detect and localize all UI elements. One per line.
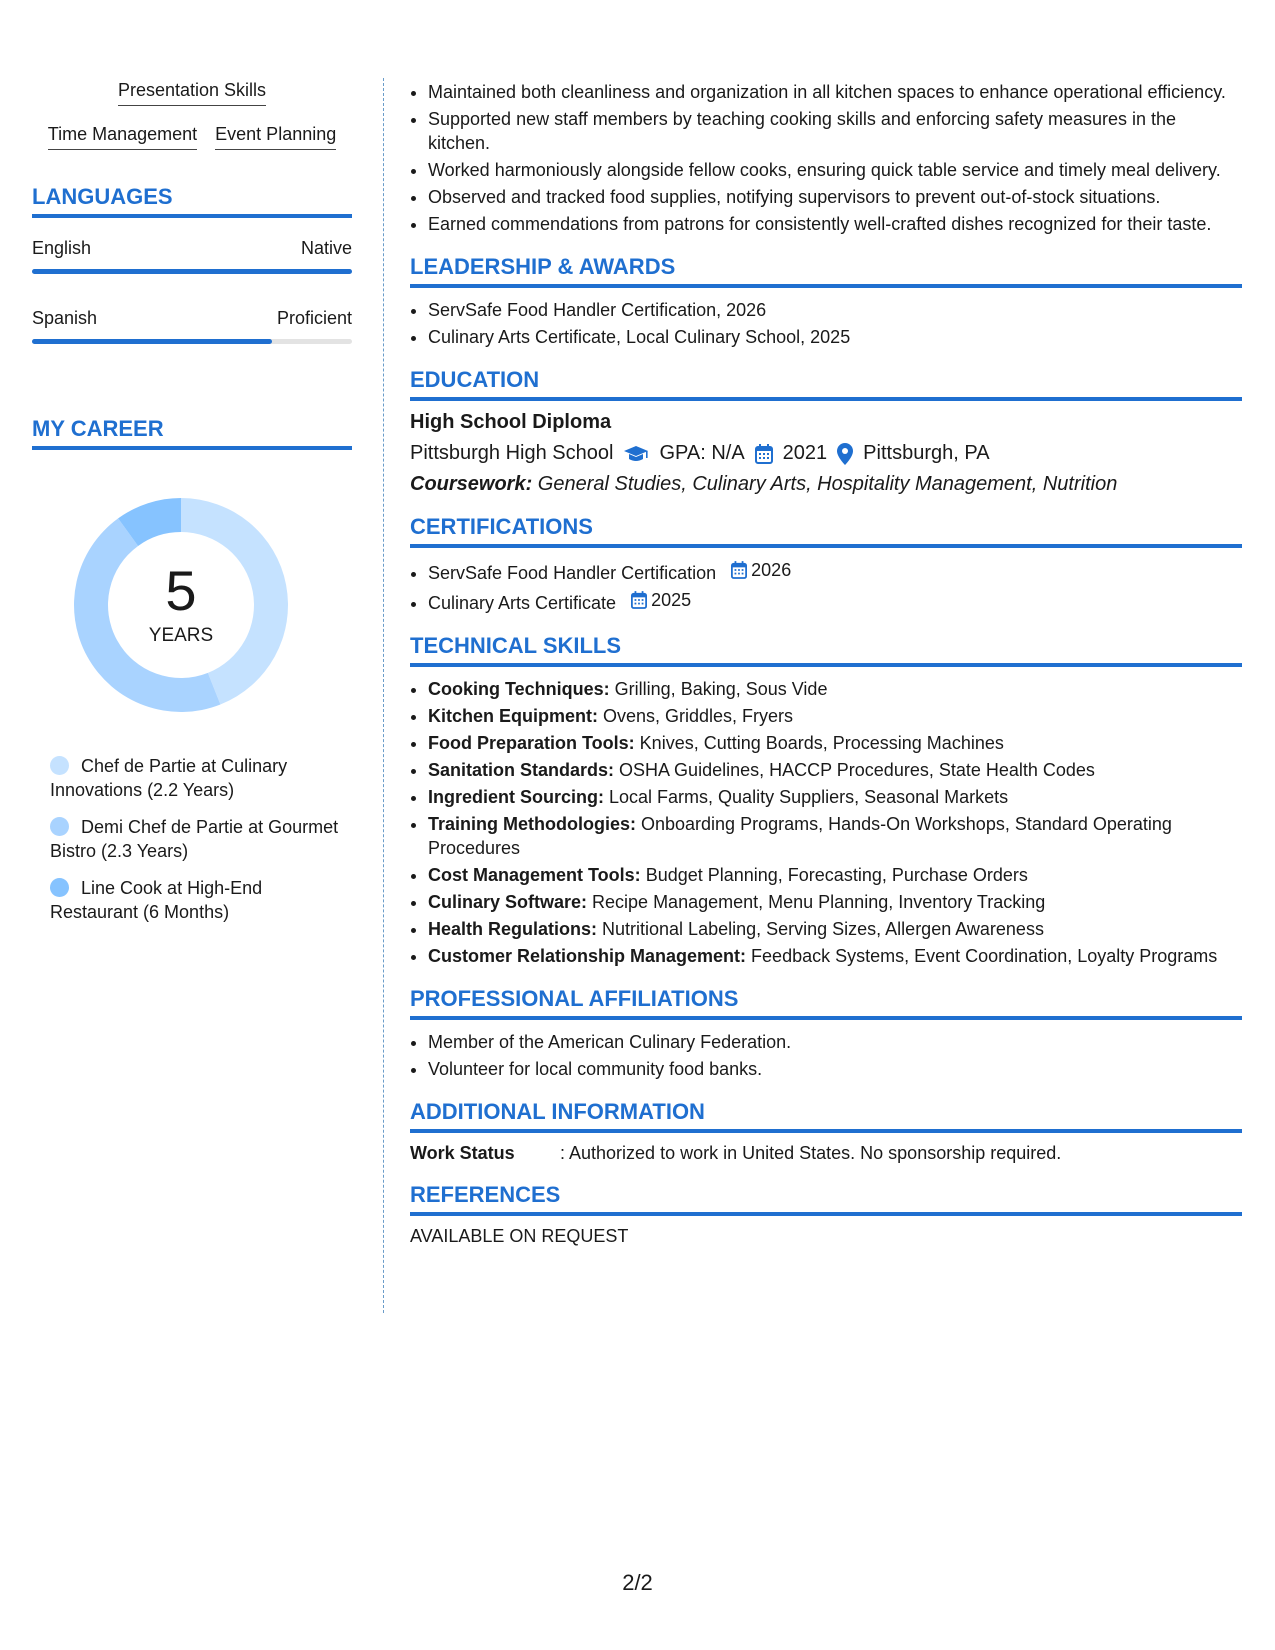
language-bar-fill (32, 339, 272, 344)
page-number: 2/2 (622, 1570, 653, 1595)
left-column (32, 80, 352, 937)
work-status-value: : Authorized to work in United States. No sponsorship required. (560, 1143, 1062, 1163)
education-school: Pittsburgh High School (410, 442, 614, 464)
affiliation-item: • Volunteer for local community food banks. (428, 1057, 1242, 1081)
skill-tag: Event Planning (215, 124, 336, 150)
certification-name: ServSafe Food Handler Certification (428, 563, 717, 583)
technical-skill-label: Health Regulations: (428, 919, 598, 939)
legend-dot (50, 878, 69, 897)
certification-date (631, 588, 691, 612)
technical-skill-item (428, 677, 1242, 701)
education-title: EDUCATION (410, 367, 1242, 401)
technical-skills-list (410, 677, 1242, 968)
technical-skill-label: Training Methodologies: (428, 814, 636, 834)
legend-item (50, 754, 352, 802)
career-title: MY CAREER (32, 416, 352, 450)
technical-skill-value: Grilling, Baking, Sous Vide (609, 679, 828, 699)
technical-skill-value: OSHA Guidelines, HACCP Procedures, State Health Codes (614, 760, 1095, 780)
affiliations-title: PROFESSIONAL AFFILIATIONS (410, 986, 1242, 1020)
technical-skill-item (428, 890, 1242, 914)
technical-skill-value: Feedback Systems, Event Coordination, Loyalty Programs (746, 946, 1218, 966)
technical-skill-item (428, 812, 1242, 860)
legend-label: Chef de Partie at Culinary Innovations (2.2 Years) (50, 756, 288, 800)
affiliation-item: • Member of the American Culinary Federation. (428, 1030, 1242, 1054)
legend-label: Demi Chef de Partie at Gourmet Bistro (2.3 Years) (50, 817, 339, 861)
graduation-cap-icon (623, 445, 649, 463)
experience-bullet: • Observed and tracked food supplies, notifying supervisors to prevent out-of-stock situations. (428, 185, 1242, 209)
technical-skills-title: TECHNICAL SKILLS (410, 633, 1242, 667)
certification-item (428, 558, 1242, 585)
skill-row (32, 80, 352, 106)
education-gpa: GPA: N/A (659, 442, 745, 464)
experience-bullet: • Worked harmoniously alongside fellow cooks, ensuring quick table service and timely meal delivery. (428, 158, 1242, 182)
technical-skill-label: Food Preparation Tools: (428, 733, 635, 753)
technical-skill-value: Onboarding Programs, Hands-On Workshops, Standard Operating Procedures (428, 814, 1172, 858)
skill-tag: Presentation Skills (118, 80, 266, 106)
leadership-item: • ServSafe Food Handler Certification, 2026 (428, 298, 1242, 322)
technical-skill-value: Budget Planning, Forecasting, Purchase Orders (640, 865, 1028, 885)
leadership-title: LEADERSHIP & AWARDS (410, 254, 1242, 288)
career-total-years: 5 (165, 559, 197, 622)
references-text: AVAILABLE ON REQUEST (410, 1226, 629, 1246)
certification-name: Culinary Arts Certificate (428, 593, 617, 613)
certification-year: 2026 (751, 560, 792, 580)
leadership-list (410, 298, 1242, 349)
calendar-icon (755, 444, 773, 464)
legend-item (50, 876, 352, 924)
experience-bullets (410, 80, 1242, 236)
right-column (410, 80, 1242, 1247)
legend-dot (50, 756, 69, 775)
technical-skill-label: Ingredient Sourcing: (428, 787, 605, 807)
technical-skill-item (428, 704, 1242, 728)
technical-skill-value: Local Farms, Quality Suppliers, Seasonal Markets (604, 787, 1009, 807)
technical-skill-value: Knives, Cutting Boards, Processing Machines (634, 733, 1004, 753)
language-bar-track (32, 339, 352, 344)
certifications-title: CERTIFICATIONS (410, 514, 1242, 548)
education-degree: High School Diploma (410, 411, 612, 433)
education-coursework (410, 473, 1242, 496)
language-bar-fill (32, 269, 352, 274)
legend-label: Line Cook at High-End Restaurant (6 Months) (50, 878, 263, 922)
technical-skill-value: Recipe Management, Menu Planning, Inventory Tracking (587, 892, 1046, 912)
legend-dot (50, 817, 69, 836)
education-year: 2021 (782, 442, 828, 464)
references-title: REFERENCES (410, 1182, 1242, 1216)
certification-date (731, 558, 791, 582)
language-level: Native (300, 238, 352, 258)
technical-skill-value: Nutritional Labeling, Serving Sizes, Allergen Awareness (597, 919, 1044, 939)
work-status-key: Work Status (410, 1143, 515, 1163)
education-location: Pittsburgh, PA (863, 442, 990, 464)
technical-skill-item (428, 917, 1242, 941)
languages-title: LANGUAGES (32, 184, 352, 218)
technical-skill-item (428, 731, 1242, 755)
soft-skills (32, 80, 352, 150)
experience-bullet: • Maintained both cleanliness and organization in all kitchen spaces to enhance operational efficiency. (428, 80, 1242, 104)
work-status-row (410, 1143, 1242, 1164)
legend-item (50, 815, 352, 863)
additional-info-title: ADDITIONAL INFORMATION (410, 1099, 1242, 1133)
technical-skill-item (428, 863, 1242, 887)
language-name: English (32, 238, 92, 258)
experience-bullet: • Supported new staff members by teaching cooking skills and enforcing safety measures in the kitchen. (428, 107, 1242, 155)
language-english (32, 238, 352, 274)
technical-skill-item (428, 758, 1242, 782)
affiliations-list (410, 1030, 1242, 1081)
technical-skill-label: Customer Relationship Management: (428, 946, 747, 966)
skill-row (32, 124, 352, 150)
leadership-item: • Culinary Arts Certificate, Local Culinary School, 2025 (428, 325, 1242, 349)
language-spanish (32, 308, 352, 344)
coursework-label: Coursework: (410, 473, 533, 495)
technical-skill-label: Cooking Techniques: (428, 679, 610, 699)
technical-skill-item (428, 944, 1242, 968)
coursework-value: General Studies, Culinary Arts, Hospitality Management, Nutrition (532, 473, 1118, 495)
technical-skill-item (428, 785, 1242, 809)
career-legend (50, 754, 352, 924)
donut-center (66, 490, 296, 720)
technical-skill-label: Cost Management Tools: (428, 865, 641, 885)
career-donut-chart (66, 490, 296, 720)
experience-bullet: • Earned commendations from patrons for consistently well-crafted dishes recognized for their taste. (428, 212, 1242, 236)
language-bar-track (32, 269, 352, 274)
career-total-label: YEARS (148, 625, 214, 646)
certifications-list (410, 558, 1242, 615)
skill-tag: Time Management (48, 124, 197, 150)
language-name: Spanish (32, 308, 98, 328)
calendar-icon (731, 561, 747, 579)
column-divider (383, 78, 384, 1313)
education-details (410, 442, 1242, 465)
language-level: Proficient (276, 308, 352, 328)
certification-item (428, 588, 1242, 615)
certification-year: 2025 (651, 590, 692, 610)
technical-skill-label: Sanitation Standards: (428, 760, 615, 780)
calendar-icon (631, 591, 647, 609)
technical-skill-label: Kitchen Equipment: (428, 706, 598, 726)
technical-skill-value: Ovens, Griddles, Fryers (598, 706, 794, 726)
location-pin-icon (837, 443, 853, 465)
technical-skill-label: Culinary Software: (428, 892, 588, 912)
